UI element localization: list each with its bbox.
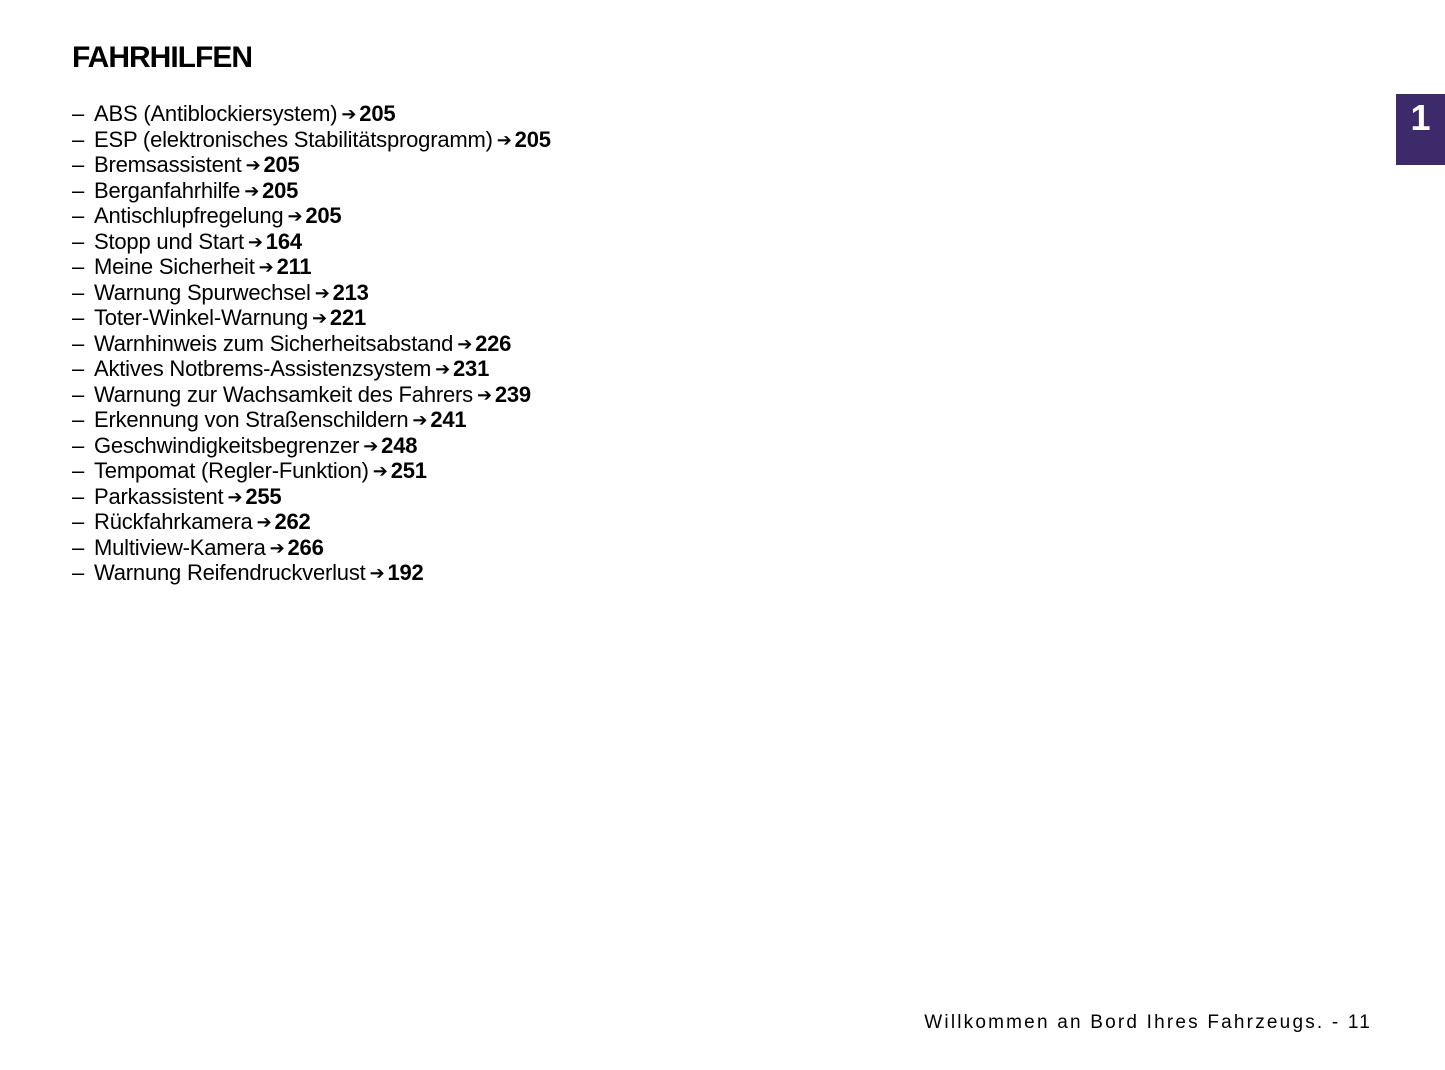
page-title: FAHRHILFEN bbox=[72, 41, 252, 74]
item-label: ABS (Antiblockiersystem) bbox=[94, 101, 338, 126]
page-reference-link[interactable]: 205 bbox=[263, 152, 300, 177]
page-reference-link[interactable]: 205 bbox=[262, 177, 299, 203]
arrow-right-icon: ➔ bbox=[312, 308, 327, 328]
page-reference-link[interactable]: 205 bbox=[359, 101, 396, 126]
list-bullet: – bbox=[72, 203, 85, 228]
item-label: Antischlupfregelung bbox=[94, 203, 284, 228]
item-label: Tempomat (Regler-Funktion) bbox=[94, 458, 369, 483]
list-item[interactable] bbox=[72, 407, 551, 433]
page-reference-link[interactable]: 205 bbox=[305, 203, 342, 228]
item-label: ESP (elektronisches Stabilitätsprogramm) bbox=[94, 126, 493, 152]
list-bullet: – bbox=[72, 152, 85, 177]
list-item[interactable] bbox=[72, 127, 551, 153]
list-item[interactable] bbox=[72, 203, 551, 229]
list-item[interactable] bbox=[72, 509, 551, 535]
page-reference-link[interactable]: 248 bbox=[381, 432, 418, 458]
page-reference-link[interactable]: 251 bbox=[390, 458, 427, 483]
item-label: Bremsassistent bbox=[94, 152, 242, 177]
item-label: Erkennung von Straßenschildern bbox=[94, 407, 409, 432]
list-bullet: – bbox=[72, 483, 85, 509]
page-reference-link[interactable]: 255 bbox=[245, 483, 282, 509]
item-label: Aktives Notbrems-Assistenzsystem bbox=[94, 356, 432, 381]
list-bullet: – bbox=[72, 330, 85, 356]
list-bullet: – bbox=[72, 356, 85, 381]
page-reference-link[interactable]: 205 bbox=[514, 126, 551, 152]
list-item[interactable] bbox=[72, 535, 551, 561]
list-item[interactable] bbox=[72, 331, 551, 357]
arrow-right-icon: ➔ bbox=[256, 512, 272, 532]
list-item[interactable] bbox=[72, 382, 551, 408]
list-bullet: – bbox=[72, 101, 85, 126]
list-item[interactable] bbox=[72, 356, 551, 382]
arrow-right-icon: ➔ bbox=[269, 537, 285, 558]
list-bullet: – bbox=[72, 305, 85, 330]
list-item[interactable] bbox=[72, 560, 551, 586]
list-item[interactable] bbox=[72, 229, 551, 255]
item-label: Toter-Winkel-Warnung bbox=[94, 305, 309, 330]
page-reference-link[interactable]: 226 bbox=[475, 330, 512, 356]
page-footer: Willkommen an Bord Ihres Fahrzeugs. - 11 bbox=[924, 1012, 1372, 1033]
list-bullet: – bbox=[72, 254, 85, 279]
item-label: Warnung zur Wachsamkeit des Fahrers bbox=[94, 381, 473, 407]
list-bullet: – bbox=[72, 381, 85, 407]
feature-list bbox=[72, 101, 551, 586]
arrow-right-icon: ➔ bbox=[287, 206, 303, 226]
arrow-right-icon: ➔ bbox=[372, 461, 388, 481]
page-reference-link[interactable]: 266 bbox=[287, 534, 324, 560]
arrow-right-icon: ➔ bbox=[457, 333, 473, 354]
list-bullet: – bbox=[72, 432, 85, 458]
list-bullet: – bbox=[72, 458, 85, 483]
item-label: Stopp und Start bbox=[94, 228, 244, 254]
arrow-right-icon: ➔ bbox=[363, 435, 379, 456]
list-bullet: – bbox=[72, 407, 85, 432]
list-item[interactable] bbox=[72, 305, 551, 331]
item-label: Meine Sicherheit bbox=[94, 254, 255, 279]
list-bullet: – bbox=[72, 126, 85, 152]
list-bullet: – bbox=[72, 279, 85, 305]
list-item[interactable] bbox=[72, 101, 551, 127]
item-label: Berganfahrhilfe bbox=[94, 177, 241, 203]
item-label: Rückfahrkamera bbox=[94, 509, 253, 534]
page-reference-link[interactable]: 164 bbox=[265, 228, 302, 254]
item-label: Warnung Reifendruckverlust bbox=[94, 560, 366, 585]
list-item[interactable] bbox=[72, 152, 551, 178]
list-bullet: – bbox=[72, 177, 85, 203]
list-item[interactable] bbox=[72, 254, 551, 280]
page-reference-link[interactable]: 211 bbox=[276, 254, 312, 279]
page-reference-link[interactable]: 213 bbox=[332, 279, 369, 305]
arrow-right-icon: ➔ bbox=[369, 563, 385, 583]
arrow-right-icon: ➔ bbox=[496, 129, 512, 150]
arrow-right-icon: ➔ bbox=[412, 410, 428, 430]
item-label: Geschwindigkeitsbegrenzer bbox=[94, 432, 360, 458]
list-bullet: – bbox=[72, 509, 85, 534]
list-item[interactable] bbox=[72, 178, 551, 204]
arrow-right-icon: ➔ bbox=[244, 180, 260, 201]
list-item[interactable] bbox=[72, 458, 551, 484]
arrow-right-icon: ➔ bbox=[227, 486, 243, 507]
list-item[interactable] bbox=[72, 433, 551, 459]
arrow-right-icon: ➔ bbox=[245, 155, 261, 175]
page-reference-link[interactable]: 241 bbox=[430, 407, 467, 432]
page-reference-link[interactable]: 221 bbox=[329, 305, 367, 330]
list-item[interactable] bbox=[72, 484, 551, 510]
chapter-tab[interactable]: 1 bbox=[1396, 94, 1445, 165]
list-bullet: – bbox=[72, 228, 85, 254]
item-label: Warnhinweis zum Sicherheitsabstand bbox=[94, 330, 454, 356]
item-label: Parkassistent bbox=[94, 483, 224, 509]
page-reference-link[interactable]: 231 bbox=[453, 356, 490, 381]
arrow-right-icon: ➔ bbox=[258, 257, 274, 277]
arrow-right-icon: ➔ bbox=[341, 104, 357, 124]
list-bullet: – bbox=[72, 560, 85, 585]
arrow-right-icon: ➔ bbox=[476, 384, 492, 405]
item-label: Warnung Spurwechsel bbox=[94, 279, 311, 305]
arrow-right-icon: ➔ bbox=[435, 359, 451, 379]
list-bullet: – bbox=[72, 534, 85, 560]
list-item[interactable] bbox=[72, 280, 551, 306]
arrow-right-icon: ➔ bbox=[247, 231, 263, 252]
page-reference-link[interactable]: 192 bbox=[387, 560, 424, 585]
item-label: Multiview-Kamera bbox=[94, 534, 266, 560]
page-reference-link[interactable]: 239 bbox=[494, 381, 531, 407]
page-reference-link[interactable]: 262 bbox=[274, 509, 311, 534]
arrow-right-icon: ➔ bbox=[314, 282, 330, 303]
